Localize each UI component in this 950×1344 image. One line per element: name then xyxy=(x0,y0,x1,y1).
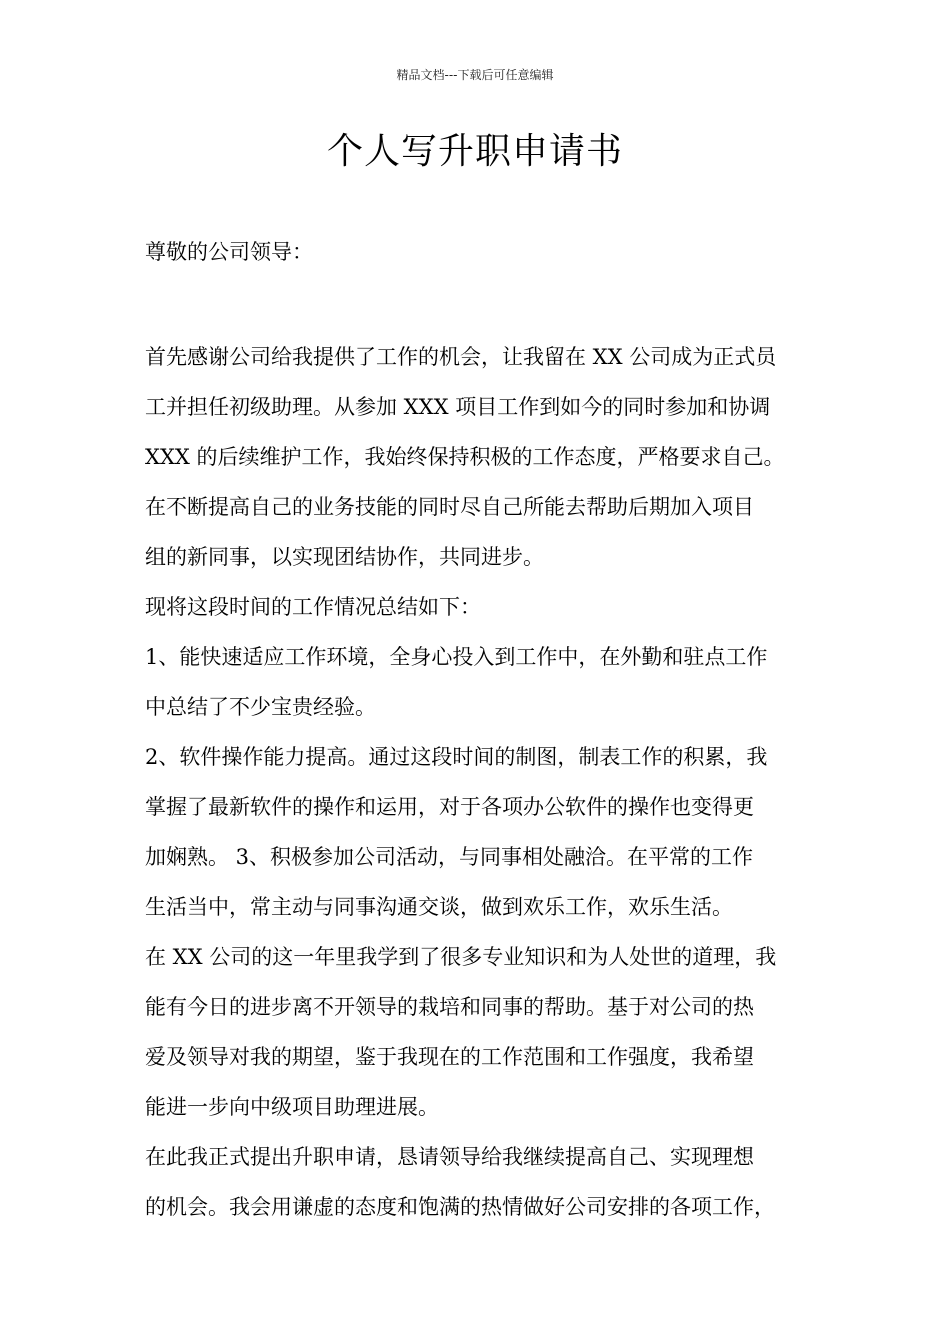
body-line: 2、软件操作能力提高。通过这段时间的制图，制表工作的积累，我 xyxy=(145,745,768,769)
salutation: 尊敬的公司领导： xyxy=(145,240,313,264)
body-line: 爱及领导对我的期望，鉴于我现在的工作范围和工作强度，我希望 xyxy=(145,1045,754,1069)
body-line: 工并担任初级助理。从参加 XXX 项目工作到如今的同时参加和协调 xyxy=(145,395,771,419)
body-line: 首先感谢公司给我提供了工作的机会，让我留在 XX 公司成为正式员 xyxy=(145,345,777,369)
body-line: 在 XX 公司的这一年里我学到了很多专业知识和为人处世的道理，我 xyxy=(145,945,777,969)
body-line: 组的新同事，以实现团结协作，共同进步。 xyxy=(145,545,544,569)
body-line: 加娴熟。 3、积极参加公司活动，与同事相处融洽。在平常的工作 xyxy=(145,845,754,869)
body-line: 中总结了不少宝贵经验。 xyxy=(145,695,376,719)
body-line: 能进一步向中级项目助理进展。 xyxy=(145,1095,439,1119)
document-title: 个人写升职申请书 xyxy=(326,131,623,172)
body-line: 现将这段时间的工作情况总结如下： xyxy=(145,595,481,619)
body-line: 生活当中，常主动与同事沟通交谈，做到欢乐工作，欢乐生活。 xyxy=(145,895,733,919)
body-line: 能有今日的进步离不开领导的栽培和同事的帮助。基于对公司的热 xyxy=(145,995,754,1019)
body-line: 1、能快速适应工作环境，全身心投入到工作中，在外勤和驻点工作 xyxy=(145,645,768,669)
body-line: 掌握了最新软件的操作和运用，对于各项办公软件的操作也变得更 xyxy=(145,795,754,819)
body-line: 的机会。我会用谦虚的态度和饱满的热情做好公司安排的各项工作， xyxy=(145,1195,775,1219)
header-note: 精品文档---下载后可任意编辑 xyxy=(396,68,554,82)
body-line: XXX 的后续维护工作，我始终保持积极的工作态度，严格要求自己。 xyxy=(145,445,785,469)
body-line: 在此我正式提出升职申请，恳请领导给我继续提高自己、实现理想 xyxy=(145,1145,754,1169)
letter-body xyxy=(145,332,825,1232)
body-line: 在不断提高自己的业务技能的同时尽自己所能去帮助后期加入项目 xyxy=(145,495,754,519)
